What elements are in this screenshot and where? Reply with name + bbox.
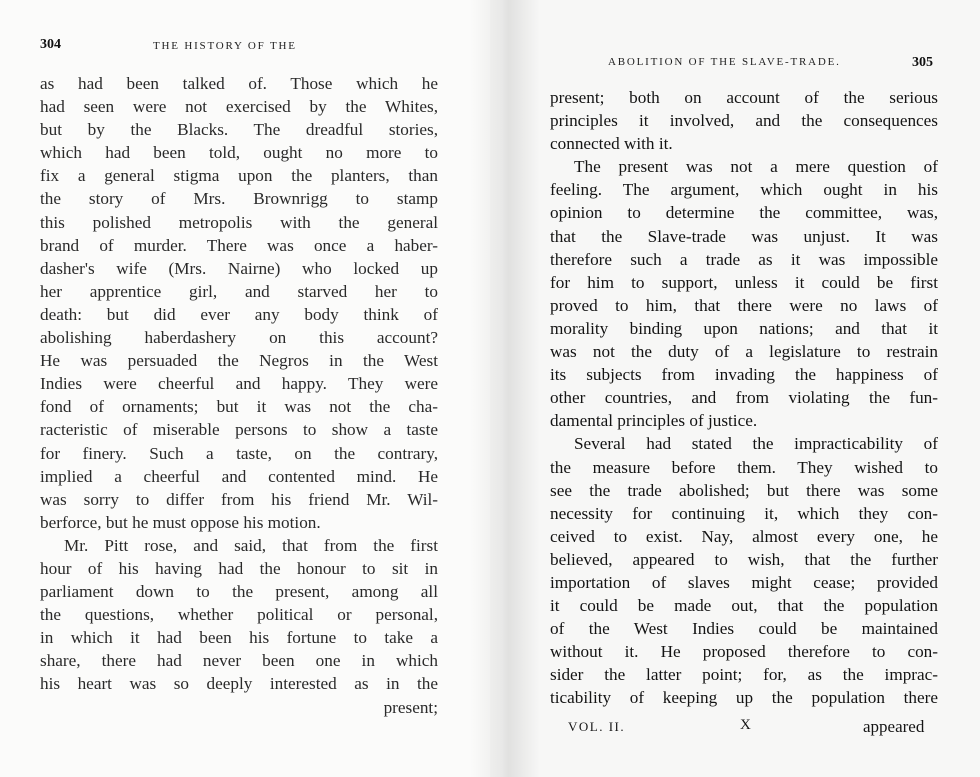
left-page-number: 304	[40, 37, 61, 52]
right-line: see the trade abolished; but there was some	[550, 480, 938, 500]
right-line: without it. He proposed therefore to con-	[550, 642, 938, 662]
right-line: of the West Indies could be maintained	[550, 619, 938, 639]
right-page-number: 305	[912, 55, 933, 70]
left-line: share, there had never been one in which	[40, 651, 438, 671]
left-line: his heart was so deeply interested as in the	[40, 674, 438, 694]
left-line: berforce, but he must oppose his motion.	[40, 512, 321, 532]
left-line: but by the Blacks. The dreadful stories,	[40, 120, 438, 140]
right-line: other countries, and from violating the fun-	[550, 388, 938, 408]
left-line: fond of ornaments; but it was not the cha-	[40, 397, 438, 417]
right-line: ceived to exist. Nay, almost every one, he	[550, 526, 938, 546]
right-line: believed, appeared to wish, that the further	[550, 549, 938, 569]
left-line: abolishing haberdashery on this account?	[40, 328, 438, 348]
left-line: fix a general stigma upon the planters, than	[40, 166, 438, 186]
right-line: feeling. The argument, which ought in his	[550, 180, 938, 200]
right-catchword: appeared	[863, 717, 925, 736]
right-line: present; both on account of the serious	[550, 88, 938, 107]
left-page-body	[40, 72, 438, 719]
left-line: the story of Mrs. Brownrigg to stamp	[40, 189, 438, 209]
left-catchword: present;	[383, 697, 438, 717]
left-line: her apprentice girl, and starved her to	[40, 281, 438, 301]
right-line: connected with it.	[550, 134, 673, 154]
left-line: as had been talked of. Those which he	[40, 74, 438, 93]
right-line: it could be made out, that the population	[550, 596, 938, 616]
right-page	[490, 0, 980, 777]
left-line: parliament down to the present, among all	[40, 582, 438, 602]
right-line: importation of slaves might cease; provided	[550, 572, 938, 592]
left-line: had seen were not exercised by the Whites,	[40, 97, 438, 117]
right-line: therefore such a trade as it was impossible	[550, 249, 938, 269]
right-line: The present was not a mere question of	[574, 157, 938, 177]
right-line: proved to him, that there were no laws of	[550, 295, 938, 315]
signature-mark: VOL. II.	[568, 719, 626, 734]
right-line: damental principles of justice.	[550, 411, 758, 431]
signature-letter: X	[740, 717, 751, 733]
left-line: the questions, whether political or personal,	[40, 605, 438, 625]
left-line: dasher's wife (Mrs. Nairne) who locked up	[40, 258, 438, 278]
right-line: sider the latter point; for, as the imprac-	[550, 665, 938, 685]
left-line: was sorry to differ from his friend Mr. Wil-	[40, 489, 438, 509]
left-line: for finery. Such a taste, on the contrary,	[40, 443, 438, 463]
right-line: the measure before them. They wished to	[550, 457, 938, 477]
right-line: that the Slave-trade was unjust. It was	[550, 226, 938, 246]
right-running-head: ABOLITION OF THE SLAVE-TRADE.	[608, 56, 841, 68]
left-running-head: THE HISTORY OF THE	[153, 40, 297, 52]
left-line: this polished metropolis with the general	[40, 212, 438, 232]
left-line: Mr. Pitt rose, and said, that from the first	[64, 535, 438, 555]
left-line: which had been told, ought no more to	[40, 143, 438, 163]
right-line: necessity for continuing it, which they con-	[550, 503, 938, 523]
right-page-body	[550, 86, 938, 710]
book-gutter	[470, 0, 540, 777]
right-line: morality binding upon nations; and that it	[550, 318, 938, 338]
right-line: its subjects from invading the happiness of	[550, 365, 938, 385]
left-line: in which it had been his fortune to take a	[40, 628, 438, 648]
right-line: was not the duty of a legislature to restrain	[550, 342, 938, 362]
left-line: hour of his having had the honour to sit in	[40, 558, 438, 578]
right-line: for him to support, unless it could be first	[550, 272, 938, 292]
right-line: opinion to determine the committee, was,	[550, 203, 938, 223]
left-line: Indies were cheerful and happy. They were	[40, 374, 438, 394]
left-line: racteristic of miserable persons to show a taste	[40, 420, 438, 440]
left-line: implied a cheerful and contented mind. He	[40, 466, 438, 486]
right-line: Several had stated the impracticability of	[574, 434, 938, 454]
left-line: He was persuaded the Negros in the West	[40, 351, 438, 371]
left-line: brand of murder. There was once a haber-	[40, 235, 438, 255]
right-line: principles it involved, and the consequences	[550, 111, 938, 131]
right-line: ticability of keeping up the population there	[550, 688, 938, 708]
left-line: death: but did ever any body think of	[40, 304, 438, 324]
